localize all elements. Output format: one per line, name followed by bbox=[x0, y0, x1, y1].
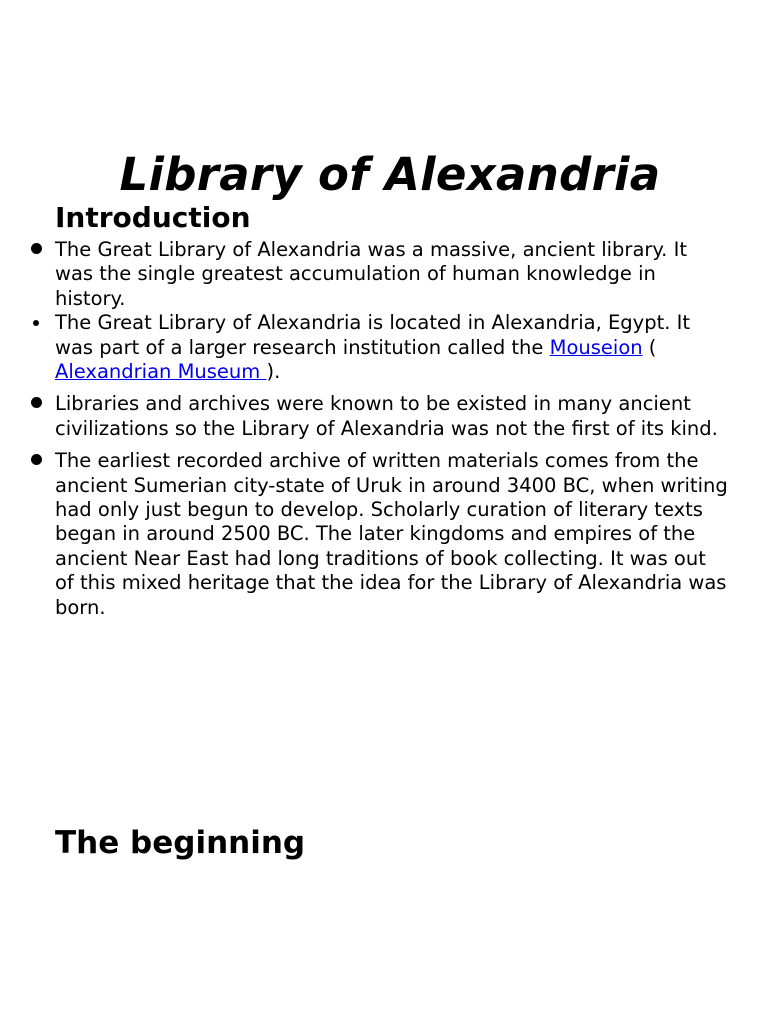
bullet-icon bbox=[31, 397, 42, 408]
bullet-text: The Great Library of Alexandria was a massive, ancient library. It was the single greatest accumulation of human knowledge in history. bbox=[55, 238, 687, 310]
document-title: Library of Alexandria bbox=[119, 148, 661, 201]
introduction-bullet-list bbox=[0, 238, 768, 620]
bullet-icon bbox=[31, 243, 42, 254]
list-item bbox=[0, 392, 768, 441]
alexandrian-museum-link[interactable]: Alexandrian Museum bbox=[55, 360, 267, 384]
list-item bbox=[0, 449, 768, 620]
bullet-icon bbox=[33, 320, 39, 326]
section-heading-the-beginning: The beginning bbox=[55, 825, 306, 861]
bullet-text-after: ). bbox=[266, 360, 281, 384]
list-item bbox=[0, 311, 768, 384]
section-heading-introduction: Introduction bbox=[55, 201, 251, 234]
bullet-text: The earliest recorded archive of written materials comes from the ancient Sumerian city-state of Uruk in around 3400 BC, when writing had only just begun to develop. Scholarly curation of literary texts began in around 2500 BC. The later kingdoms and empires of the ancient Near East had long traditions of book collecting. It was out of this mixed heritage that the idea for the Library of Alexandria was born. bbox=[55, 449, 728, 619]
mouseion-link[interactable]: Mouseion bbox=[549, 335, 643, 359]
bullet-text-between: ( bbox=[642, 335, 657, 359]
list-item bbox=[0, 238, 768, 311]
bullet-text: Libraries and archives were known to be existed in many ancient civilizations so the Library of Alexandria was not the first of its kind. bbox=[55, 392, 718, 440]
bullet-icon bbox=[31, 454, 42, 465]
bullet-text: The Great Library of Alexandria is located in Alexandria, Egypt. It was part of a larger research institution called the bbox=[55, 311, 691, 359]
